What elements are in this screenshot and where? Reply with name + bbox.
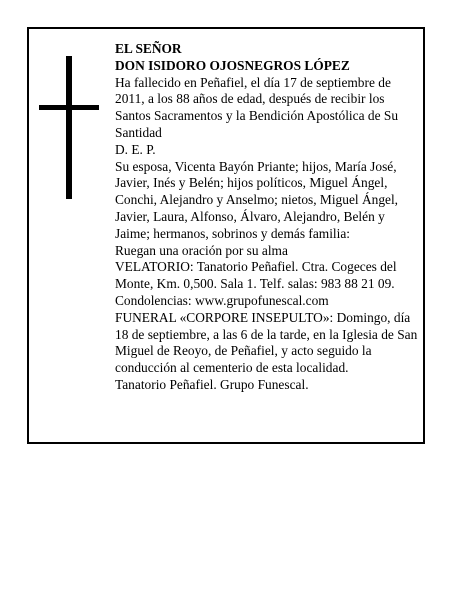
prayer-request: Ruegan una oración por su alma bbox=[115, 242, 288, 258]
obituary-notice bbox=[27, 27, 425, 444]
deceased-name: DON ISIDORO OJOSNEGROS LÓPEZ bbox=[115, 57, 350, 73]
cross-icon bbox=[39, 56, 99, 199]
death-announcement: Ha fallecido en Peñafiel, el día 17 de septiembre de 2011, a los 88 años de edad, después de recibir los Santos Sacramentos y la Bendición Apostólica de Su Santidad bbox=[115, 74, 399, 140]
signature: Tanatorio Peñafiel. Grupo Funescal. bbox=[115, 376, 309, 392]
funeral-info: FUNERAL «CORPORE INSEPULTO»: Domingo, día 18 de septiembre, a las 6 de la tarde, en la Iglesia de San Miguel de Reoyo, de Peñafiel, y acto seguido la conducción al cementerio de esta localidad. bbox=[115, 309, 418, 376]
dep-line: D. E. P. bbox=[115, 141, 156, 157]
obituary-text bbox=[115, 41, 421, 394]
wake-info: VELATORIO: Tanatorio Peñafiel. Ctra. Cogeces del Monte, Km. 0,500. Sala 1. Telf. salas: 983 88 21 09. bbox=[115, 259, 397, 292]
family-list: Su esposa, Vicenta Bayón Priante; hijos, María José, Javier, Inés y Belén; hijos políticos, Miguel Ángel, Conchi, Alejandro y Anselmo; nietos, Miguel Ángel, Javier, Laura, Alfonso, Álvaro, Alejandro, Belén y Jaime; hermanos, sobrinos y demás familia: bbox=[115, 158, 399, 241]
cross-horizontal-bar bbox=[39, 105, 99, 110]
condolences-info: Condolencias: www.grupofunescal.com bbox=[115, 292, 329, 308]
cross-vertical-bar bbox=[66, 56, 72, 199]
heading-line-1: EL SEÑOR bbox=[115, 41, 182, 56]
